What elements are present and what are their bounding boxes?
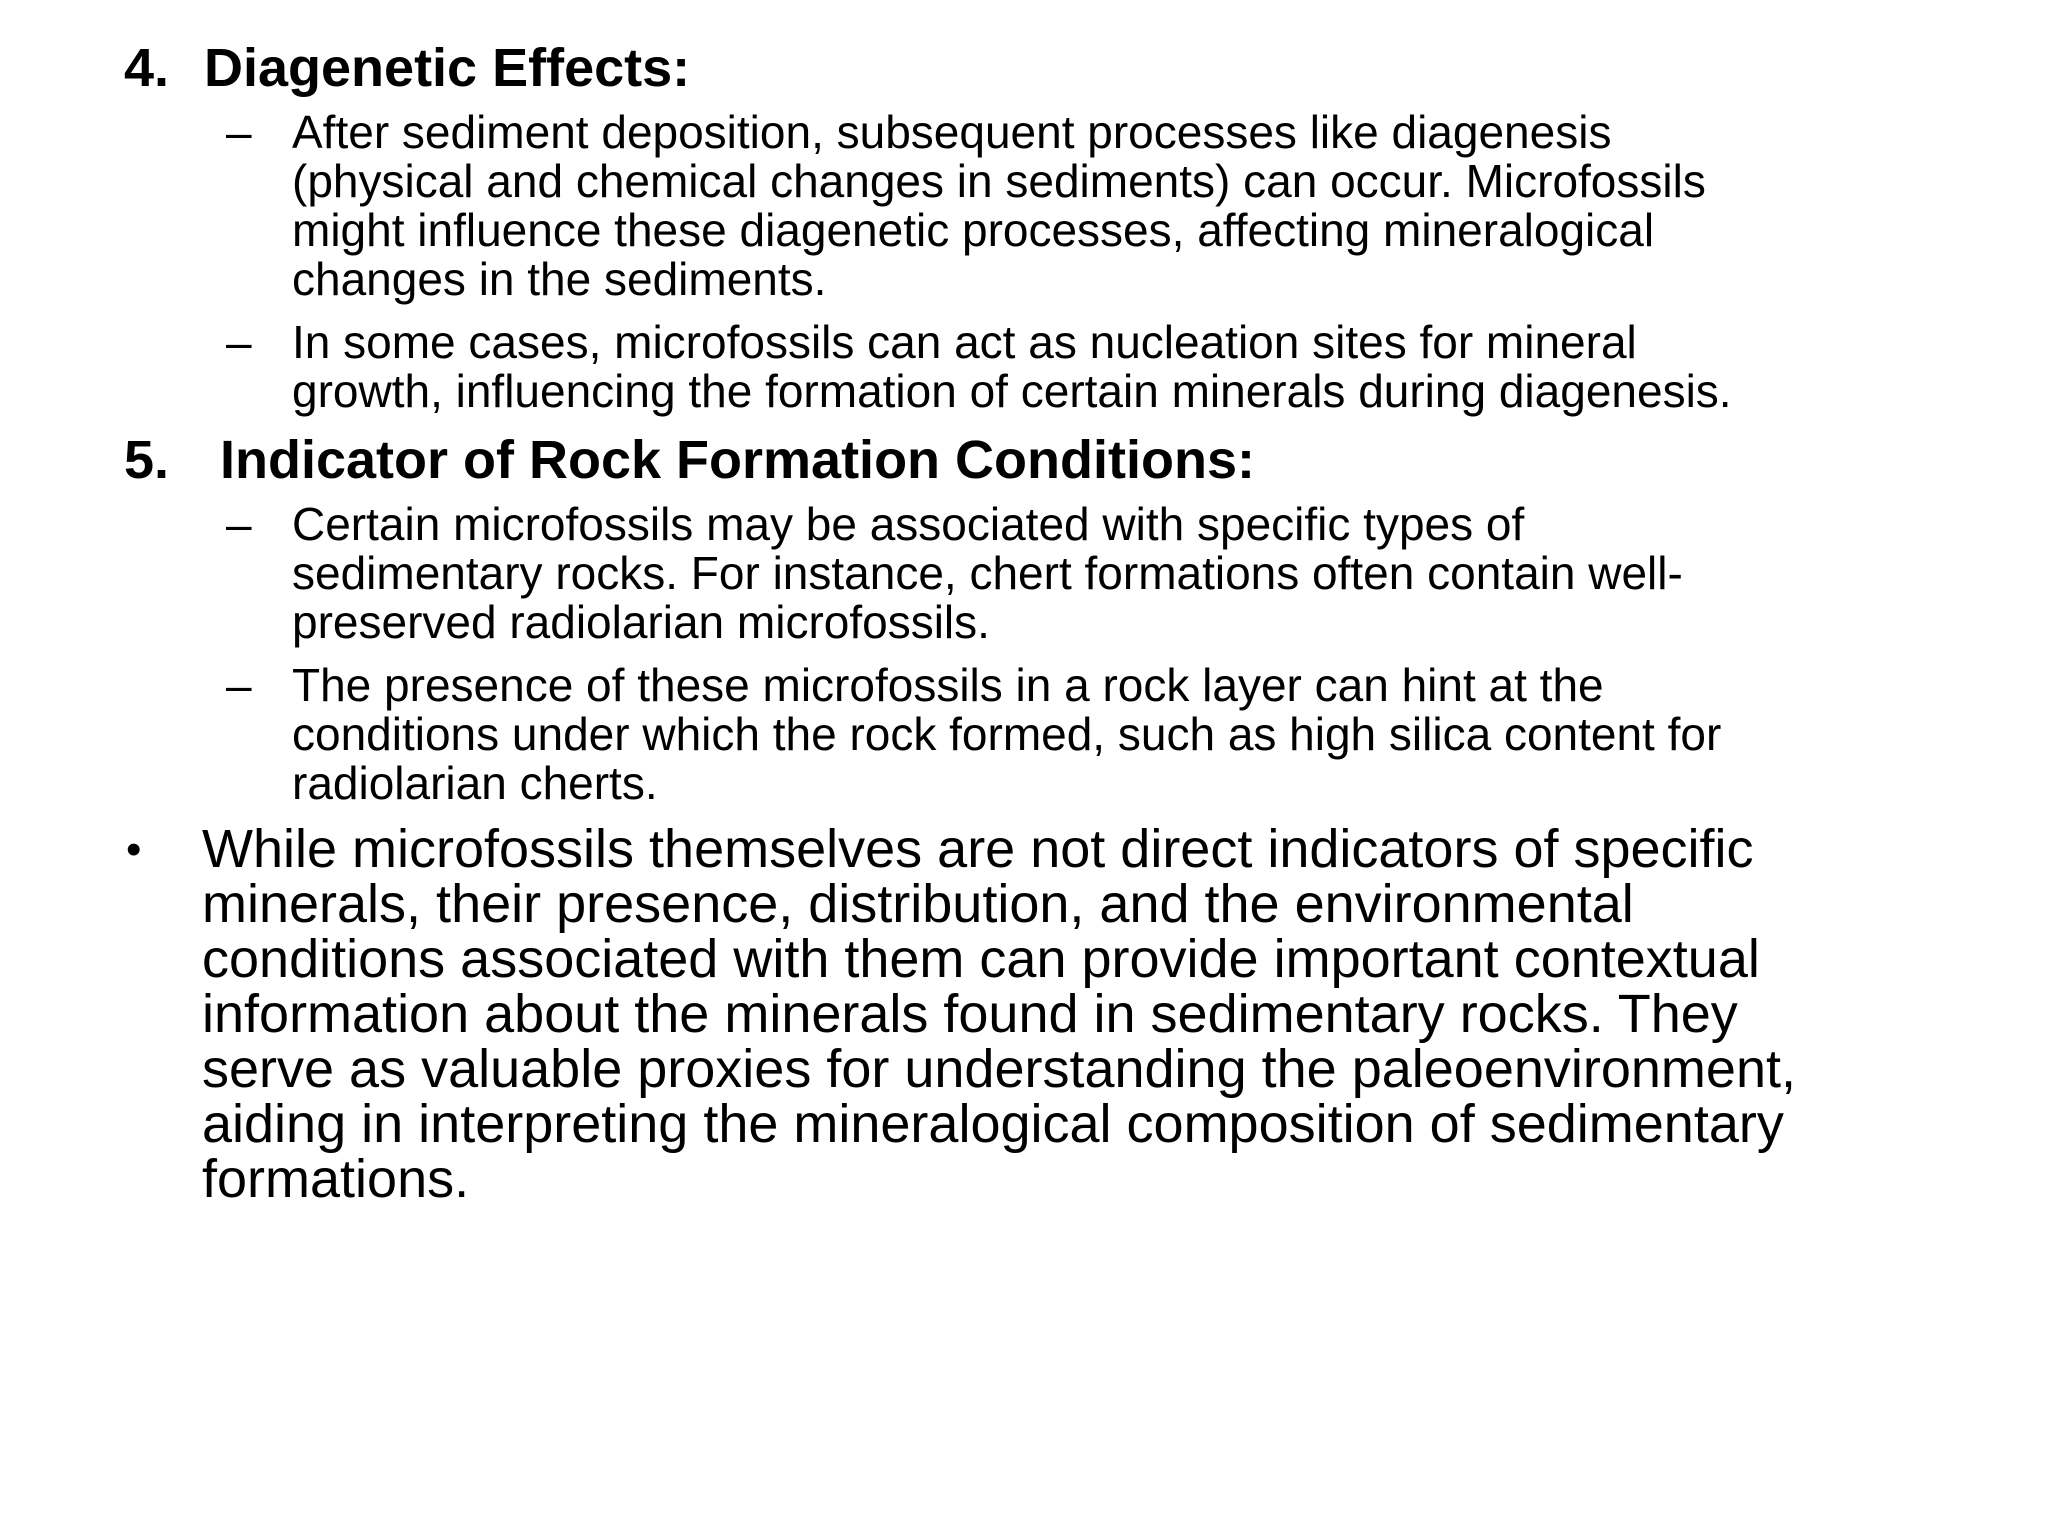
text-line: preserved radiolarian microfossils. [292, 596, 990, 648]
text-line: changes in the sediments. [292, 253, 827, 305]
dash-marker: – [226, 659, 252, 711]
conclusion-line: formations. [202, 1149, 470, 1209]
dash-marker: – [226, 498, 252, 550]
bullet-marker: • [126, 825, 142, 874]
dash-marker: – [226, 316, 252, 368]
section-5-number: 5. [124, 430, 170, 490]
section-5-title: Indicator of Rock Formation Conditions: [220, 430, 1255, 490]
text-line: After sediment deposition, subsequent processes like diagenesis [292, 106, 1612, 158]
text-line: Certain microfossils may be associated with specific types of [292, 498, 1525, 550]
conclusion-line: minerals, their presence, distribution, and the environmental [202, 874, 1634, 934]
conclusion-line: aiding in interpreting the mineralogical composition of sedimentary [202, 1094, 1784, 1154]
text-line: sedimentary rocks. For instance, chert formations often contain well- [292, 547, 1683, 599]
text-line: conditions under which the rock formed, such as high silica content for [292, 708, 1722, 760]
conclusion-line: While microfossils themselves are not direct indicators of specific [202, 819, 1754, 879]
section-4-number: 4. [124, 38, 170, 98]
text-line: growth, influencing the formation of certain minerals during diagenesis. [292, 365, 1732, 417]
text-line: might influence these diagenetic processes, affecting mineralogical [292, 204, 1655, 256]
conclusion-line: serve as valuable proxies for understanding the paleoenvironment, [202, 1039, 1796, 1099]
conclusion-line: information about the minerals found in sedimentary rocks. They [202, 984, 1738, 1044]
conclusion-line: conditions associated with them can provide important contextual [202, 929, 1760, 989]
text-line: radiolarian cherts. [292, 757, 658, 809]
dash-marker: – [226, 106, 252, 158]
text-line: The presence of these microfossils in a rock layer can hint at the [292, 659, 1604, 711]
text-line: In some cases, microfossils can act as nucleation sites for mineral [292, 316, 1637, 368]
text-line: (physical and chemical changes in sediments) can occur. Microfossils [292, 155, 1706, 207]
section-4-title: Diagenetic Effects: [204, 38, 691, 98]
